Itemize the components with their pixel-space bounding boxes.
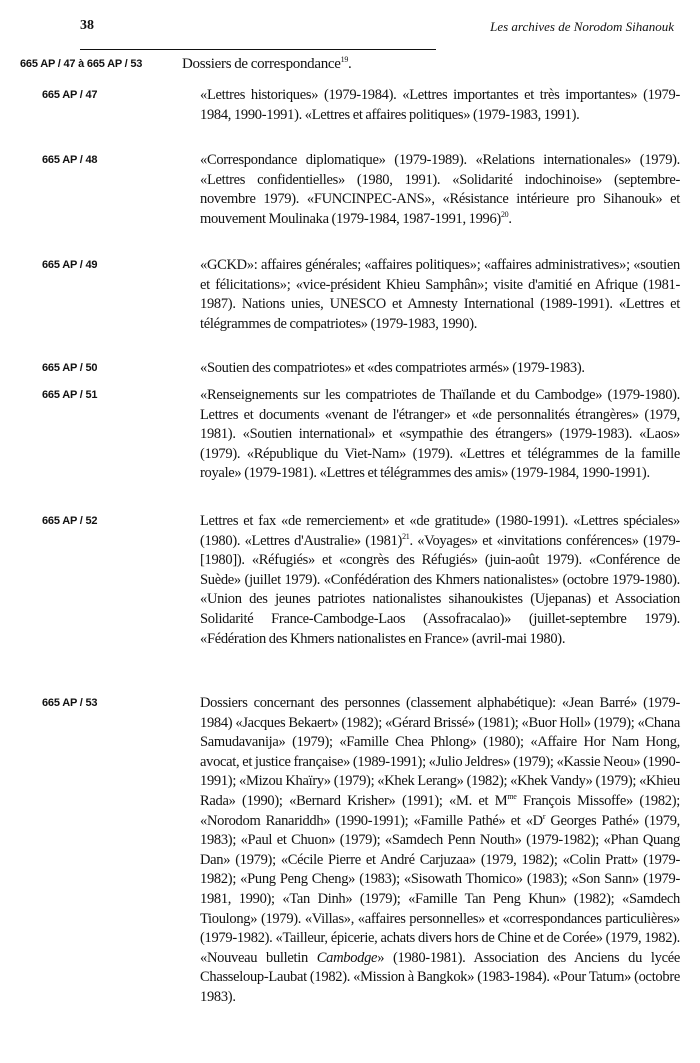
- section-cote: 665 AP / 47 à 665 AP / 53: [20, 58, 143, 70]
- footnote-ref: 21: [402, 531, 410, 541]
- entry-cote: 665 AP / 53: [42, 697, 98, 709]
- page-number: 38: [80, 18, 94, 33]
- entry-text-tail: .: [508, 210, 512, 227]
- entry-text: » (1980-1981). Association des Anciens du lycée Chasseloup-Laubat (1982). «Mission à Bangkok» (1983-1984). «Pour Tatum» (octobre 1983).: [200, 949, 680, 1005]
- entry-cote: 665 AP / 48: [42, 154, 98, 166]
- entry-text: Dossiers concernant des personnes (classement alphabétique): «Jean Barré» (1979-1984) «Jacques Bekaert» (1982); «Gérard Brissé» (1981); «Buor Holl» (1979); «Chana Samudavanija» (1979); «Famille Chea Phlong» (1980); «Affaire Hor Nam Hong, avocat, et justice française» (1989-1991); «Julio Jeldres» (1979); «Kassie Neou» (1990-1991); «Mizou Khaïry» (1979); «Khek Lerang» (1982); «Khek Vandy» (1979); «Khieu Rada» (1990); «Bernard Krisher» (1991); «M. et M: [200, 695, 680, 809]
- header-rule: [80, 49, 436, 50]
- running-title: Les archives de Norodom Sihanouk: [490, 19, 674, 34]
- entry-description: [200, 512, 680, 649]
- entry-cote: 665 AP / 50: [42, 362, 98, 374]
- entry-description: «Renseignements sur les compatriotes de Thaïlande et du Cambodge» (1979-1980). Lettres et documents «venant de l'étranger» et «de personnalités étrangères» (1979, 1981). «Soutien international» et «sympathie des étrangers» (1979-1983). «Laos» (1979). «République du Viet-Nam» (1979). «Lettres et télégrammes de la famille royale» (1979-1981). «Lettres et télégrammes des amis» (1979-1984, 1990-1991).: [200, 387, 680, 482]
- entry-text-tail: . «Voyages» et «invitations conférences» (1979-[1980]). «Réfugiés» et «congrès des Réfugiés» (juin-août 1979). «Conférence de Suède» (juillet 1979). «Confédération des Khmers nationalistes» (octobre 1979-1980). «Union des jeunes patriotes nationalistes sihanoukistes (Ujepanas) et Association Solidarité France-Cambodge-Laos (Assofracalao)» (juillet-septembre 1979). «Fédération des Khmers nationalistes en France» (avril-mai 1980).: [200, 532, 680, 647]
- superscript: r: [542, 811, 546, 821]
- entry-description: «Lettres historiques» (1979-1984). «Lettres importantes et très importantes» (1979-1984, 1990-1991). «Lettres et affaires politiques» (1979-1983, 1991).: [200, 87, 680, 123]
- entry-cote: 665 AP / 52: [42, 515, 98, 527]
- section-title: Dossiers de correspondance$^{19}$.: [182, 55, 352, 72]
- running-head: [0, 0, 700, 40]
- entry-cote: 665 AP / 51: [42, 389, 98, 401]
- footnote-ref: 20: [500, 209, 509, 219]
- entry-description: [200, 151, 680, 229]
- entry-text: Georges Pathé» (1979, 1983); «Paul et Chuon» (1979); «Samdech Penn Nouth» (1979-1982); «Phan Quang Dan» (1979); «Cécile Pierre et André Carjuzaa» (1979, 1982); «Colin Pratt» (1979-1982); «Pung Peng Cheng» (1983); «Sisowath Thomico» (1983); «Son Sann» (1979-1981, 1990); «Tan Dinh» (1979); «Famille Tan Peng Khun» (1982); «Samdech Tioulong» (1979). «Villas», «affaires personnelles» et «correspondances particulières» (1979-1982). «Tailleur, épicerie, achats divers hors de Chine et de Corée» (1979, 1982). «Nouveau bulletin: [200, 812, 680, 966]
- entry-text: Lettres et fax «de remerciement» et «de gratitude» (1980-1991). «Lettres spéciales» (1980). «Lettres d'Australie» (1981): [200, 513, 680, 549]
- entry-cote: 665 AP / 47: [42, 89, 98, 101]
- entry-text: François Missoffe» (1982); «Norodom Ranariddh» (1990-1991); «Famille Pathé» et «D: [200, 792, 680, 829]
- entry-text: «Correspondance diplomatique» (1979-1989). «Relations internationales» (1979). «Lettres confidentielles» (1980, 1991). «Solidarité indochinoise» (septembre-novembre 1979). «FUNCINPEC-ANS», «Résistance intérieure pro Sihanouk» et mouvement Moulinaka (1979-1984, 1987-1991, 1996): [200, 152, 680, 227]
- section-title-text: Dossiers de correspondance: [182, 56, 341, 72]
- footnote-ref: 19: [340, 55, 349, 64]
- italic-title: Cambodge: [316, 949, 378, 966]
- entry-description: [200, 694, 680, 1008]
- entry-description: «GCKD»: affaires générales; «affaires politiques»; «affaires administratives»; «soutien et félicitations»; «vice-président Khieu Samphân»; visite d'amitié en Afrique (1981-1987). Nations unies, UNESCO et Amnesty International (1989-1991). «Lettres et télégrammes de compatriotes» (1979-1983, 1990).: [200, 257, 680, 332]
- superscript: me: [507, 792, 517, 802]
- entry-description: «Soutien des compatriotes» et «des compatriotes armés» (1979-1983).: [200, 360, 585, 376]
- entry-cote: 665 AP / 49: [42, 259, 98, 271]
